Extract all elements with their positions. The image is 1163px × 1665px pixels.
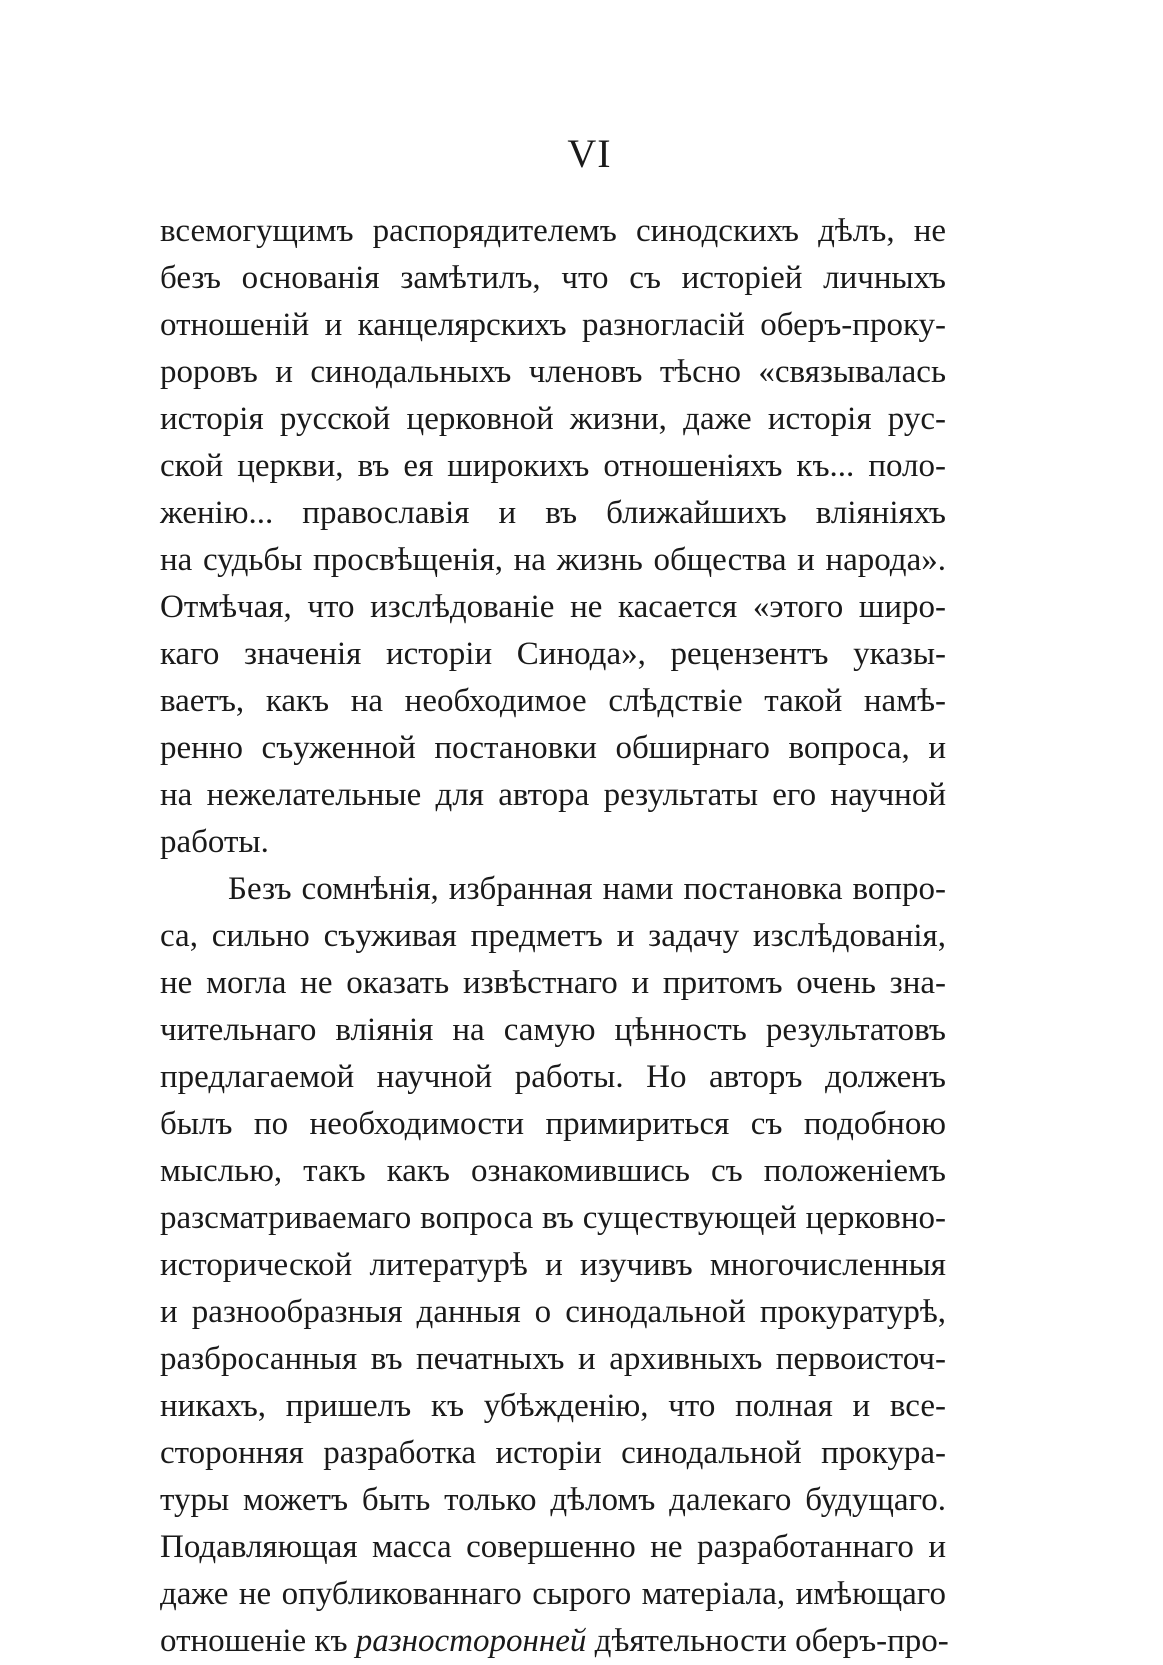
text-line: всемогущимъ распорядителемъ синодскихъ дѣлъ, не (160, 213, 946, 249)
text-line: ской церкви, въ ея широкихъ отношеніяхъ къ... поло- (160, 448, 946, 484)
text-line: женію... православія и въ ближайшихъ вліяніяхъ (160, 495, 946, 531)
page-number: VI (567, 131, 612, 176)
text-line: разсматриваемаго вопроса въ существующей церковно- (160, 1200, 946, 1236)
text-line: предлагаемой научной работы. Но авторъ долженъ (160, 1059, 946, 1095)
text-line: роровъ и синодальныхъ членовъ тѣсно «связывалась (160, 354, 946, 390)
text-line-with-italic (160, 1618, 949, 1665)
text-line: на судьбы просвѣщенія, на жизнь общества и народа». (160, 542, 946, 578)
paragraph-2 (160, 866, 949, 1665)
text-line: сторонняя разработка исторіи синодальной прокура- (160, 1435, 946, 1471)
text-line: Отмѣчая, что изслѣдованіе не касается «этого широ- (160, 589, 946, 625)
text-segment: отношеніе къ (160, 1623, 356, 1659)
text-line: туры можетъ быть только дѣломъ далекаго будущаго. (160, 1482, 946, 1518)
text-line: мыслью, такъ какъ ознакомившись съ положеніемъ (160, 1153, 946, 1189)
text-line: даже не опубликованнаго сырого матеріала, имѣющаго (160, 1576, 946, 1612)
text-line: са, сильно съуживая предметъ и задачу изслѣдованія, (160, 918, 946, 954)
text-line: Подавляющая масса совершенно не разработаннаго и (160, 1529, 946, 1565)
text-line: ваетъ, какъ на необходимое слѣдствіе такой намѣ- (160, 683, 946, 719)
text-line: Безъ сомнѣнія, избранная нами постановка вопро- (228, 871, 946, 907)
text-line: не могла не оказать извѣстнаго и притомъ очень зна- (160, 965, 946, 1001)
text-segment: дѣятельности оберъ-про- (586, 1623, 949, 1659)
text-line: отношеній и канцелярскихъ разногласій оберъ-проку- (160, 307, 946, 343)
text-line: исторической литературѣ и изучивъ многочисленныя (160, 1247, 946, 1283)
text-line: безъ основанія замѣтилъ, что съ исторіей личныхъ (160, 260, 946, 296)
text-line: каго значенія исторіи Синода», рецензентъ указы- (160, 636, 946, 672)
italic-emphasis: разносторонней (355, 1623, 587, 1659)
text-line: на нежелательные для автора результаты его научной (160, 777, 946, 813)
text-line: никахъ, пришелъ къ убѣжденію, что полная и все- (160, 1388, 946, 1424)
text-line: и разнообразныя данныя о синодальной прокуратурѣ, (160, 1294, 946, 1330)
paragraph-1 (160, 208, 946, 866)
text-line: разбросанныя въ печатныхъ и архивныхъ первоисточ- (160, 1341, 946, 1377)
text-line: чительнаго вліянія на самую цѣнность результатовъ (160, 1012, 946, 1048)
text-line: ренно съуженной постановки обширнаго вопроса, и (160, 730, 946, 766)
body-text (160, 208, 949, 1665)
text-line: исторія русской церковной жизни, даже исторія рус- (160, 401, 946, 437)
text-line: работы. (160, 824, 269, 860)
text-line: былъ по необходимости примириться съ подобною (160, 1106, 946, 1142)
